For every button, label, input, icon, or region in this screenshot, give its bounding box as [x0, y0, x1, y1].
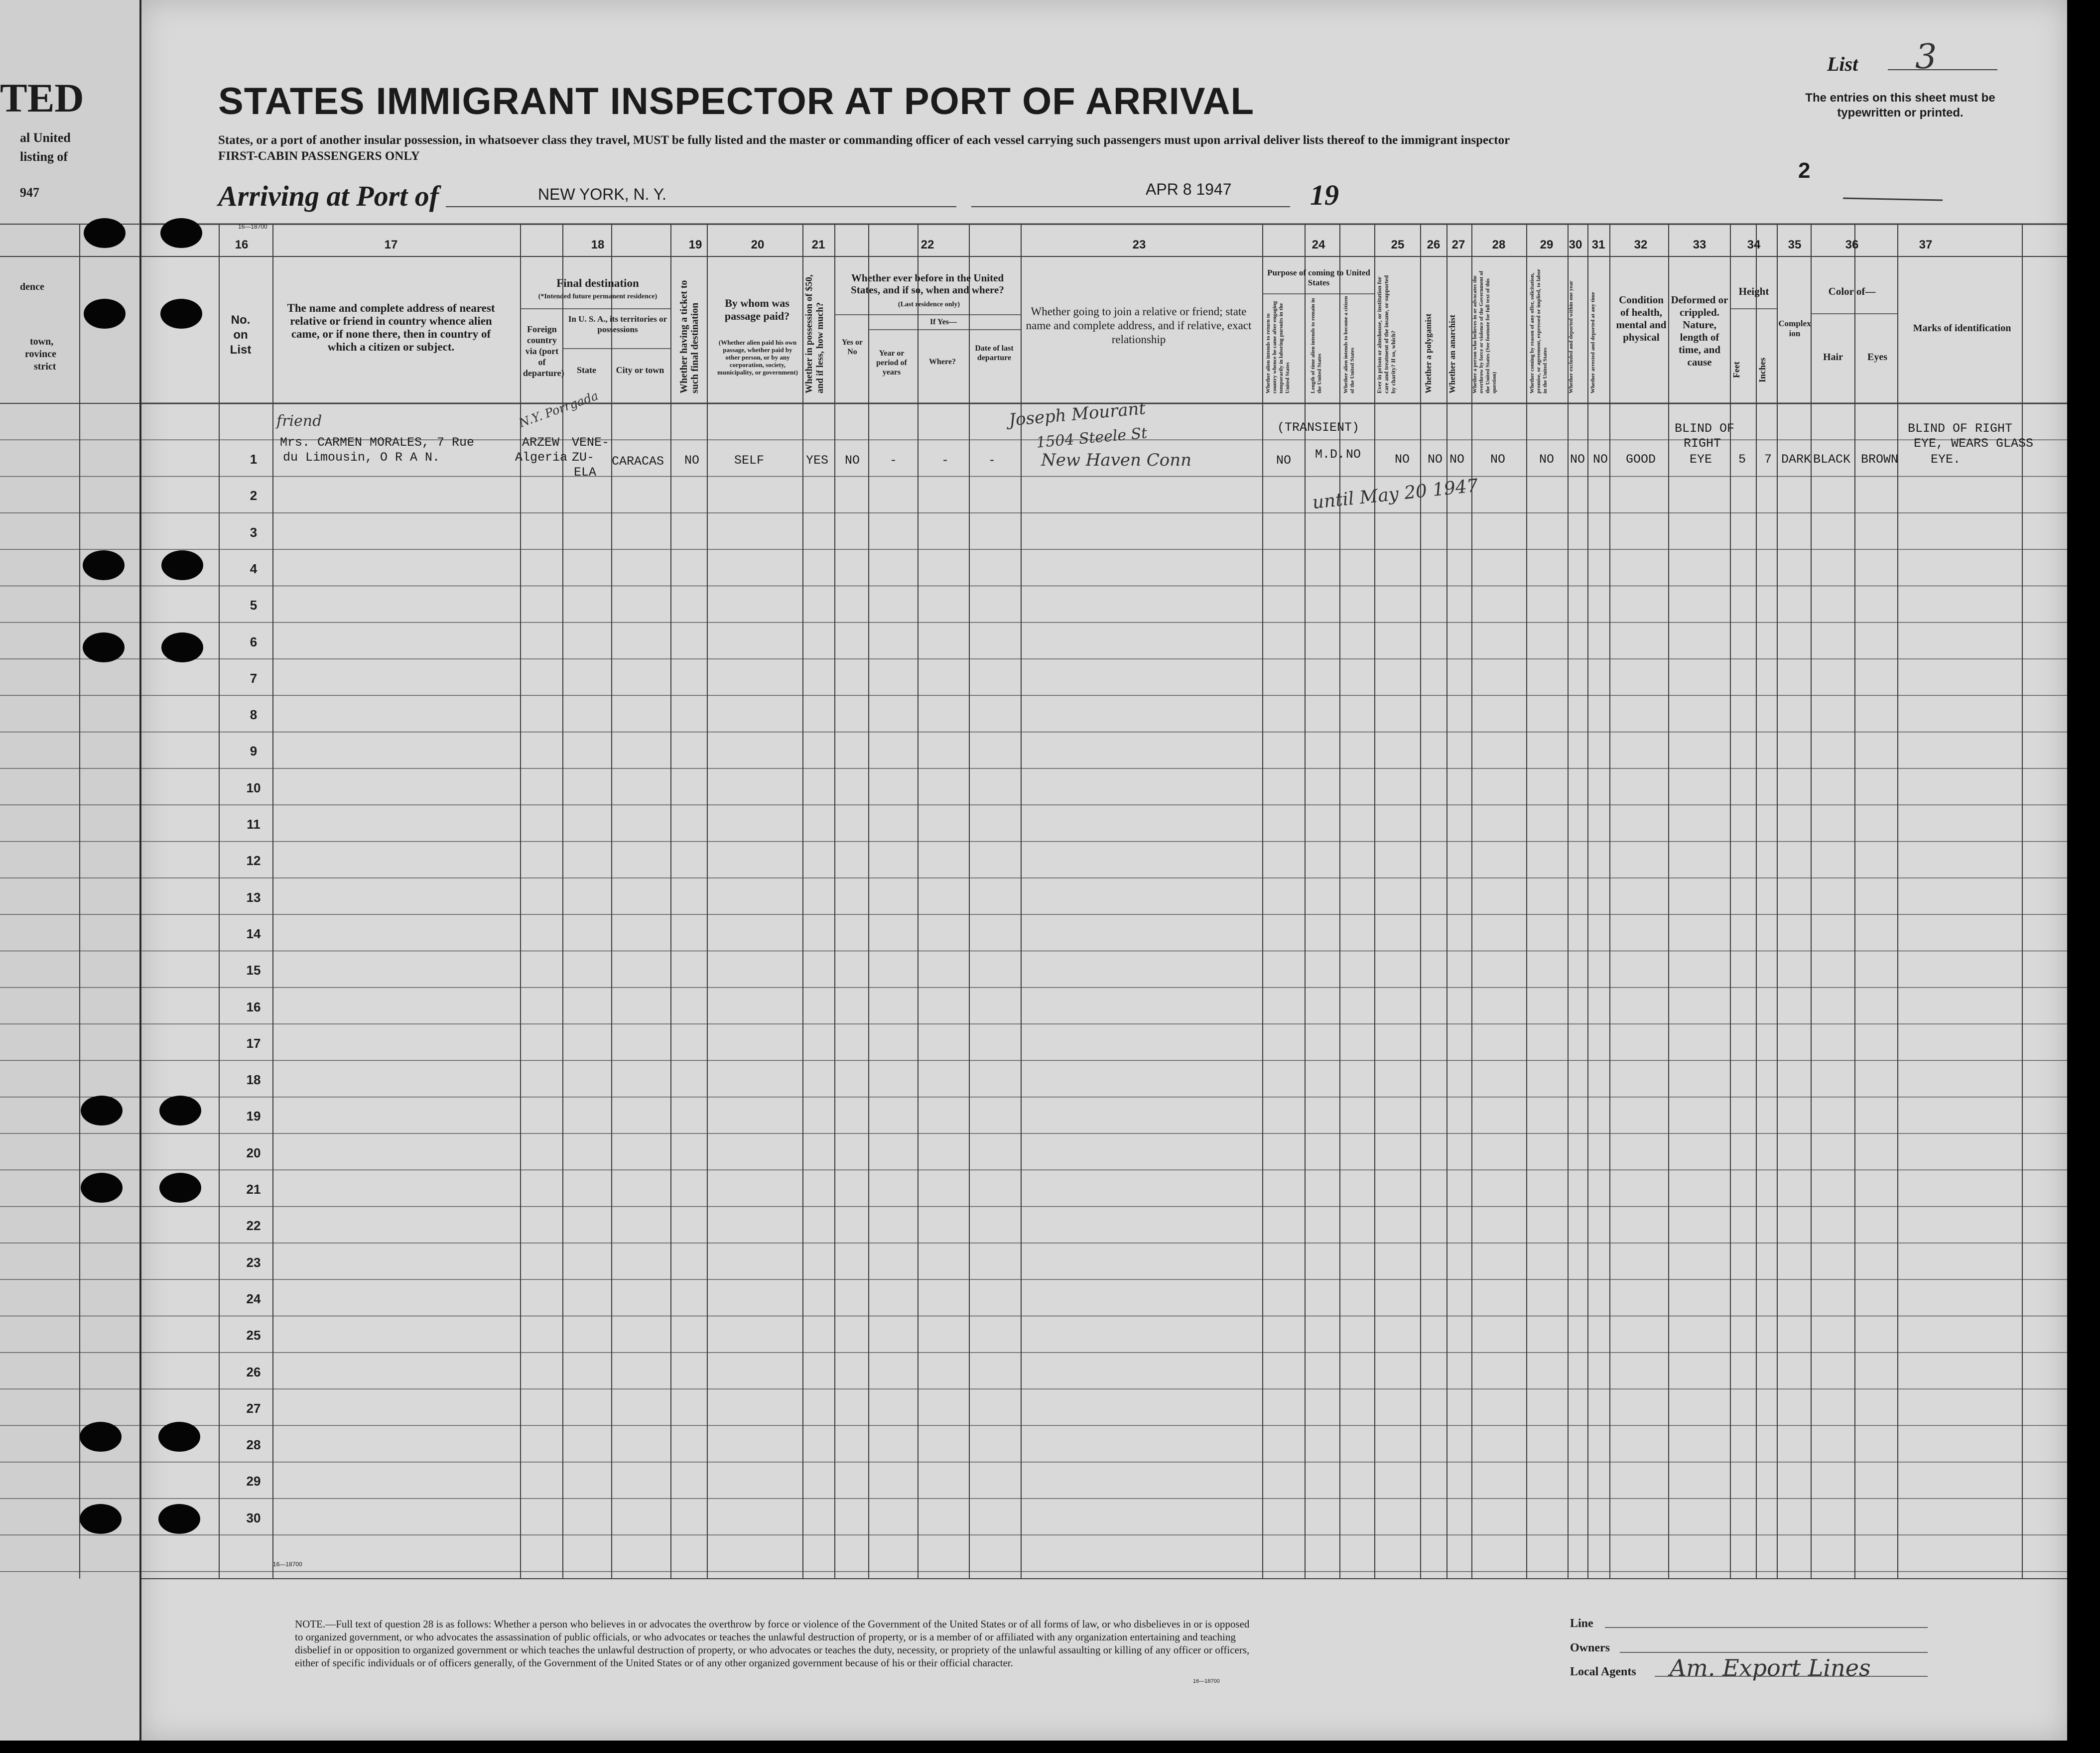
hair-answer: BLACK	[1813, 452, 1851, 467]
header-color-of: Color of—	[1828, 285, 1876, 297]
health-answer: GOOD	[1626, 452, 1656, 467]
header-health: Condition of health, mental and physical	[1616, 294, 1667, 343]
left-strip-label: rovince	[25, 349, 56, 360]
form-code: 16—18700	[238, 223, 267, 230]
page-number: 2	[1798, 158, 1811, 183]
cabin-class: FIRST-CABIN PASSENGERS ONLY	[218, 149, 420, 163]
row-number: 29	[246, 1474, 261, 1489]
line-label: Line	[1570, 1617, 1593, 1630]
punch-hole	[80, 1422, 122, 1452]
row-number: 21	[246, 1182, 261, 1197]
state-line-2: ZU-	[572, 450, 595, 465]
punch-hole	[159, 1096, 201, 1126]
height-feet: 5	[1738, 452, 1746, 467]
column-number: 32	[1634, 238, 1648, 251]
left-strip-line: listing of	[20, 149, 68, 164]
row-number: 24	[246, 1291, 261, 1306]
punch-hole	[83, 550, 125, 580]
list-number: 3	[1915, 37, 1937, 77]
row-number: 26	[246, 1364, 261, 1379]
years-answer: -	[890, 453, 898, 468]
row-number: 23	[246, 1254, 261, 1270]
punch-hole	[161, 550, 203, 580]
column-number: 35	[1788, 238, 1802, 251]
foreign-country-handwritten: N.Y. Porrgada	[517, 388, 600, 430]
column-number: 24	[1312, 238, 1325, 251]
header-money: Whether in possession of $50, and if less, how much?	[804, 274, 825, 393]
row-number: 9	[250, 744, 258, 759]
column-number: 31	[1591, 238, 1605, 251]
header-eyes: Eyes	[1867, 352, 1887, 363]
footnote	[295, 1618, 1256, 1669]
column-number: 30	[1569, 238, 1582, 251]
header-labor-offer: Whether coming by reason of any offer, solicitation, promise, or agreement, expressed or implied, to labor in the United States	[1529, 269, 1548, 393]
purpose-length-answer: M.D.	[1315, 447, 1345, 462]
ticket-answer: NO	[684, 453, 700, 468]
deformed-line-1: BLIND OF	[1675, 421, 1735, 436]
row-number: 12	[246, 853, 261, 869]
header-before-in-us: Whether ever before in the United States, and if so, when and where?	[851, 272, 1004, 296]
row-number: 5	[250, 598, 258, 613]
arriving-label: Arriving at Port of	[218, 180, 439, 212]
bottom-form-code: 16—18700	[273, 1561, 302, 1568]
money-answer: YES	[806, 453, 829, 468]
last-departure-answer: -	[988, 453, 996, 468]
punch-hole	[160, 299, 202, 329]
header-final-destination-note: (*Intended future permanent residence)	[538, 293, 657, 300]
punch-hole	[80, 1504, 122, 1534]
punch-hole	[83, 632, 125, 662]
header-purpose-b: Length of time alien intends to remain in the United States	[1310, 298, 1322, 393]
column-number: 17	[384, 238, 398, 251]
header-complexion: Complexion	[1778, 319, 1811, 338]
left-strip-line: 947	[20, 185, 39, 200]
header-final-destination: Final destination	[556, 277, 639, 289]
column-number: 18	[591, 238, 605, 251]
header-passage-paid-note: (Whether alien paid his own passage, whether paid by other person, or by any corporation, society, municipality, or government)	[717, 339, 798, 376]
row-number: 17	[246, 1035, 261, 1051]
column-number: 23	[1132, 238, 1146, 251]
header-where: Where?	[929, 358, 956, 366]
punch-hole	[159, 1173, 201, 1203]
eyes-answer: BROWN	[1861, 452, 1899, 467]
column-number: 25	[1391, 238, 1405, 251]
page-title: STATES IMMIGRANT INSPECTOR AT PORT OF ARRIVAL	[218, 80, 1255, 123]
column-number: 20	[751, 238, 765, 251]
header-years: Year or period of years	[876, 349, 907, 376]
column-number: 19	[688, 238, 702, 251]
foreign-country: Algeria	[515, 450, 568, 465]
row-number: 22	[246, 1218, 261, 1234]
row-number: 8	[250, 707, 258, 723]
row-number: 19	[246, 1109, 261, 1124]
row-number: 20	[246, 1145, 261, 1160]
header-before-note: (Last residence only)	[898, 301, 960, 308]
header-passage-paid: By whom was passage paid?	[724, 297, 790, 322]
header-arrested: Whether arrested and deported at any time	[1590, 292, 1596, 393]
row-number: 15	[246, 963, 261, 978]
punch-hole	[158, 1422, 200, 1452]
row-number: 4	[250, 561, 258, 576]
city: CARACAS	[612, 454, 664, 469]
complexion-answer: DARK	[1781, 452, 1812, 467]
port-of-arrival: NEW YORK, N. Y.	[538, 185, 666, 203]
column-number: 28	[1492, 238, 1506, 251]
column-number: 16	[235, 238, 249, 251]
deformed-line-2: RIGHT	[1684, 436, 1721, 451]
deformed-line-3: EYE	[1690, 452, 1712, 467]
header-height: Height	[1738, 285, 1769, 297]
marks-line-2: EYE, WEARS GLASS	[1914, 436, 2034, 451]
labor-answer: NO	[1539, 452, 1555, 467]
anarchist-answer: NO	[1449, 452, 1465, 467]
arrested-answer: NO	[1593, 452, 1608, 467]
marks-line-1: BLIND OF RIGHT	[1908, 421, 2013, 436]
local-agents-label: Local Agents	[1570, 1665, 1636, 1678]
header-purpose-c: Whether alien intends to become a citizen of the United States	[1343, 296, 1355, 393]
header-purpose-a: Whether alien intends to return to country whence he came after engaging temporarily in laboring pursuits in the United States	[1265, 301, 1291, 393]
left-strip-label: town,	[30, 336, 54, 347]
footnote-text: —Full text of question 28 is as follows: Whether a person who believes in or advocates the overthrow by force or violence of the Government of the United States or of all forms of law, or who disbelieves in or is opposed to organized government, or who advocates the assassination of public officials, or who advocates or teaches the unlawful destruction of property, or is a member of or affiliated with any organization entertaining and teaching disbelief in or opposition to organized government or which teaches the unlawful destruction of property, or who advocates or teaches the duty, necessity, or propriety of the unlawful assaulting or killing of any officer or officers, either of specific individuals or of officers generally, of the Government of the United States or of any other organized government because of his or their official character.	[295, 1618, 1250, 1669]
where-answer: -	[941, 453, 949, 468]
year-prefix: 19	[1310, 179, 1339, 211]
header-join-relative: Whether going to join a relative or friend; state name and complete address, and if relative, exact relationship	[1026, 305, 1252, 346]
left-strip-label: dence	[20, 281, 44, 292]
header-purpose: Purpose of coming to United States	[1267, 268, 1370, 287]
relative-line-1: Mrs. CARMEN MORALES, 7 Rue	[280, 435, 475, 450]
row-number: 10	[246, 780, 261, 795]
header-prison: Ever in prison or almshouse, or institution for care and treatment of the insane, or supported by charity? If so, which?	[1376, 275, 1397, 393]
row-number: 7	[250, 670, 258, 686]
header-deformed: Deformed or crippled. Nature, length of time, and cause	[1671, 294, 1728, 368]
punch-hole	[81, 1096, 123, 1126]
header-state: State	[577, 365, 596, 375]
header-excluded: Whether excluded and deported within one year	[1568, 280, 1574, 393]
row-number: 14	[246, 926, 261, 941]
header-if-yes: If Yes—	[929, 318, 957, 326]
header-last-departure: Date of last departure	[975, 344, 1014, 362]
row-number: 3	[250, 524, 258, 540]
header-ticket: Whether having a ticket to such final destination	[678, 280, 700, 393]
column-number: 21	[811, 238, 825, 251]
join-relative-handwritten-2: 1504 Steele St	[1035, 424, 1148, 452]
row-number: 18	[246, 1072, 261, 1088]
before-in-us-answer: NO	[845, 453, 860, 468]
punch-hole	[84, 299, 126, 329]
footnote-label: NOTE.	[295, 1618, 326, 1630]
foreign-port: ARZEW	[522, 435, 560, 450]
row-number: 11	[247, 817, 261, 832]
row-number: 2	[250, 488, 258, 503]
grid-line	[1843, 198, 1943, 200]
left-strip-label: strict	[34, 361, 56, 372]
column-number: 22	[920, 238, 934, 251]
header-yes-no: Yes or No	[841, 338, 863, 356]
height-inches: 7	[1764, 452, 1772, 467]
owners-label: Owners	[1570, 1641, 1610, 1654]
prison-answer: NO	[1395, 452, 1410, 467]
punch-hole	[161, 632, 203, 662]
header-inches: Inches	[1757, 357, 1767, 382]
state-line-1: VENE-	[572, 435, 610, 450]
header-feet: Feet	[1731, 362, 1741, 378]
punch-hole	[158, 1504, 200, 1534]
header-marks: Marks of identification	[1913, 323, 2011, 334]
left-strip-title: TED	[0, 75, 84, 121]
polygamist-answer: NO	[1428, 452, 1443, 467]
overthrow-answer: NO	[1490, 452, 1506, 467]
header-usa: In U. S. A., its territories or possessions	[568, 314, 667, 334]
join-relative-handwritten-3: New Haven Conn	[1041, 450, 1192, 470]
row-number: 27	[246, 1400, 261, 1416]
relationship-handwritten: friend	[276, 412, 322, 430]
punch-hole	[81, 1173, 123, 1203]
purpose-handwritten: until May 20 1947	[1311, 475, 1479, 513]
excluded-answer: NO	[1570, 452, 1585, 467]
column-number: 37	[1919, 238, 1933, 251]
column-number: 33	[1693, 238, 1706, 251]
header-city: City or town	[616, 365, 664, 375]
column-number: 27	[1451, 238, 1465, 251]
header-nearest-relative: The name and complete address of nearest relative or friend in country whence alien came, or if none there, then in country of which a citizen or subject.	[287, 302, 495, 353]
typewriting-notice: The entries on this sheet must be typewritten or printed.	[1805, 91, 1995, 120]
footnote-form-code: 16—18700	[1193, 1678, 1220, 1684]
header-hair: Hair	[1823, 352, 1843, 363]
local-agents-value: Am. Export Lines	[1670, 1654, 1871, 1681]
column-number: 26	[1427, 238, 1441, 251]
row-number: 13	[246, 889, 261, 905]
header-foreign-country: Foreign country via (port of departure)	[523, 324, 564, 378]
purpose-note: (TRANSIENT)	[1277, 420, 1360, 435]
purpose-citizen-answer: NO	[1346, 447, 1361, 462]
row-number: 16	[246, 999, 261, 1014]
purpose-return-answer: NO	[1276, 453, 1292, 468]
header-anarchist: Whether an anarchist	[1447, 314, 1457, 393]
state-line-3: ELA	[574, 465, 597, 480]
left-strip-line: al United	[20, 130, 71, 145]
row-number: 30	[246, 1510, 261, 1525]
header-overthrow: Whether a person who believes in or advocates the overthrow by force or violence of the Government of the United States (See footnote for full text of this question)	[1472, 270, 1497, 393]
arrival-date: APR 8 1947	[1146, 180, 1232, 198]
join-relative-handwritten-1: Joseph Mourant	[1008, 398, 1147, 430]
header-polygamist: Whether a polygamist	[1424, 313, 1433, 393]
punch-hole	[160, 218, 202, 248]
row-number: 28	[246, 1437, 261, 1453]
punch-hole	[84, 218, 126, 248]
relative-line-2: du Limousin, O R A N.	[283, 450, 440, 465]
row-number: 1	[250, 452, 258, 467]
marks-line-3: EYE.	[1931, 452, 1961, 467]
row-number: 6	[250, 634, 258, 649]
page-subtitle: States, or a port of another insular possession, in whatsoever class they travel, MUST be fully listed and the master or commanding officer of each vessel carrying such passengers must upon arrival deliver lists thereof to the immigrant inspector	[218, 133, 1510, 147]
header-no-on-list: No. on List	[230, 313, 252, 357]
column-number: 34	[1747, 238, 1761, 251]
list-label: List	[1827, 53, 1858, 75]
row-number: 25	[246, 1328, 261, 1343]
column-number: 36	[1845, 238, 1859, 251]
column-number: 29	[1540, 238, 1554, 251]
passage-paid-by: SELF	[734, 453, 765, 468]
